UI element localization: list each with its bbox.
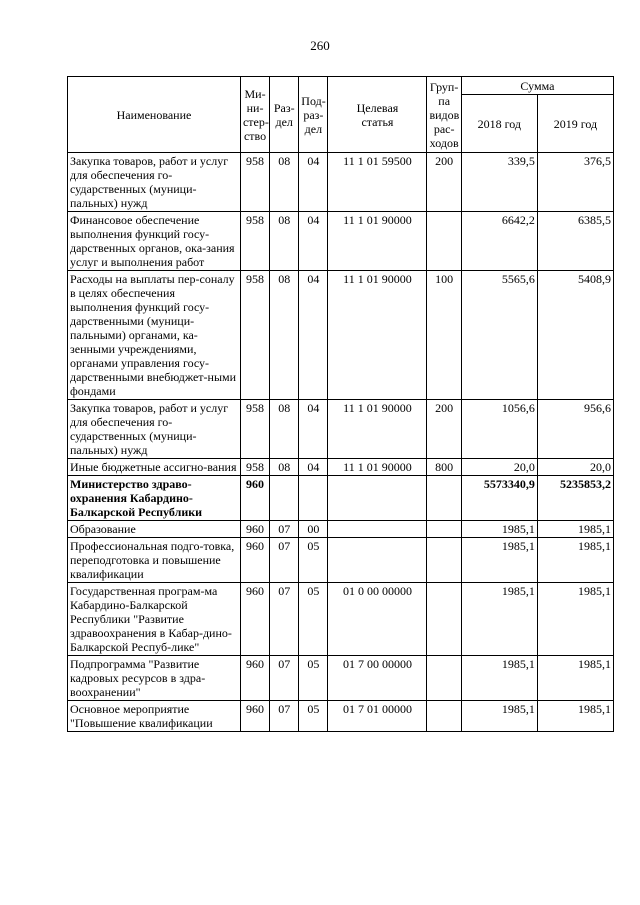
cell-subsection: 05 [299, 656, 328, 701]
header-name: Наименование [68, 77, 241, 153]
cell-sum-2019: 5235853,2 [537, 476, 613, 521]
cell-section: 08 [270, 271, 299, 400]
cell-sum-2018: 5573340,9 [461, 476, 537, 521]
cell-section [270, 476, 299, 521]
header-section: Раз- дел [270, 77, 299, 153]
header-target-article: Целевая статья [328, 77, 427, 153]
cell-ministry: 960 [240, 521, 269, 538]
cell-ministry: 960 [240, 476, 269, 521]
cell-section: 07 [270, 583, 299, 656]
cell-expense-group [427, 583, 461, 656]
cell-sum-2018: 1985,1 [461, 521, 537, 538]
cell-sum-2018: 1985,1 [461, 538, 537, 583]
cell-sum-2019: 1985,1 [537, 701, 613, 732]
header-subsection: Под- раз- дел [299, 77, 328, 153]
cell-expense-group [427, 538, 461, 583]
cell-name: Финансовое обеспечение выполнения функций госу-дарственных органов, ока-зания услуг и выполнения работ [68, 212, 241, 271]
header-sum: Сумма [461, 77, 613, 95]
cell-ministry: 960 [240, 538, 269, 583]
table-body [68, 153, 614, 732]
cell-expense-group: 200 [427, 153, 461, 212]
cell-target-article: 01 7 01 00000 [328, 701, 427, 732]
cell-subsection [299, 476, 328, 521]
cell-name: Расходы на выплаты пер-соналу в целях обеспечения выполнения функций госу-дарственными (муници-пальными) органами, ка-зенными учреждениями, органами управления госу-дарственными внебюджет-ными фондами [68, 271, 241, 400]
cell-sum-2019: 1985,1 [537, 656, 613, 701]
table-row [68, 538, 614, 583]
cell-subsection: 00 [299, 521, 328, 538]
cell-target-article [328, 538, 427, 583]
cell-section: 07 [270, 538, 299, 583]
cell-subsection: 04 [299, 459, 328, 476]
cell-sum-2018: 1985,1 [461, 583, 537, 656]
cell-sum-2019: 956,6 [537, 400, 613, 459]
header-expense-group: Груп- па видов рас- ходов [427, 77, 461, 153]
cell-section: 07 [270, 656, 299, 701]
cell-sum-2018: 6642,2 [461, 212, 537, 271]
cell-ministry: 958 [240, 212, 269, 271]
table-row [68, 476, 614, 521]
table-row [68, 212, 614, 271]
cell-target-article [328, 476, 427, 521]
table-row [68, 701, 614, 732]
cell-sum-2019: 5408,9 [537, 271, 613, 400]
cell-sum-2018: 5565,6 [461, 271, 537, 400]
cell-subsection: 05 [299, 701, 328, 732]
cell-subsection: 04 [299, 153, 328, 212]
cell-sum-2019: 20,0 [537, 459, 613, 476]
cell-name: Закупка товаров, работ и услуг для обеспечения го-сударственных (муници-пальных) нужд [68, 153, 241, 212]
cell-ministry: 958 [240, 153, 269, 212]
cell-sum-2019: 6385,5 [537, 212, 613, 271]
cell-name: Иные бюджетные ассигно-вания [68, 459, 241, 476]
cell-sum-2019: 1985,1 [537, 583, 613, 656]
cell-name: Профессиональная подго-товка, переподготовка и повышение квалификации [68, 538, 241, 583]
cell-section: 08 [270, 459, 299, 476]
cell-ministry: 960 [240, 583, 269, 656]
cell-target-article: 11 1 01 90000 [328, 459, 427, 476]
cell-section: 08 [270, 212, 299, 271]
cell-expense-group: 200 [427, 400, 461, 459]
cell-sum-2019: 376,5 [537, 153, 613, 212]
cell-target-article: 11 1 01 90000 [328, 271, 427, 400]
cell-sum-2019: 1985,1 [537, 538, 613, 583]
cell-name: Основное мероприятие "Повышение квалификации [68, 701, 241, 732]
cell-target-article: 11 1 01 59500 [328, 153, 427, 212]
cell-subsection: 04 [299, 400, 328, 459]
cell-sum-2018: 339,5 [461, 153, 537, 212]
cell-expense-group [427, 656, 461, 701]
cell-subsection: 04 [299, 212, 328, 271]
cell-ministry: 960 [240, 656, 269, 701]
cell-section: 07 [270, 701, 299, 732]
cell-name: Образование [68, 521, 241, 538]
table-header [68, 77, 614, 153]
table-row [68, 400, 614, 459]
table-row [68, 459, 614, 476]
table-row [68, 521, 614, 538]
table-row [68, 153, 614, 212]
cell-expense-group [427, 212, 461, 271]
cell-expense-group: 100 [427, 271, 461, 400]
cell-name: Закупка товаров, работ и услуг для обеспечения го-сударственных (муници-пальных) нужд [68, 400, 241, 459]
cell-target-article: 11 1 01 90000 [328, 400, 427, 459]
cell-expense-group [427, 476, 461, 521]
cell-subsection: 05 [299, 583, 328, 656]
header-year-2019: 2019 год [537, 95, 613, 153]
cell-subsection: 05 [299, 538, 328, 583]
cell-section: 08 [270, 400, 299, 459]
cell-section: 08 [270, 153, 299, 212]
page-number: 260 [310, 38, 330, 53]
cell-name: Государственная програм-ма Кабардино-Балкарской Республики "Развитие здравоохранения в Кабар-дино-Балкарской Респуб-лике" [68, 583, 241, 656]
cell-subsection: 04 [299, 271, 328, 400]
cell-ministry: 958 [240, 400, 269, 459]
cell-sum-2018: 1056,6 [461, 400, 537, 459]
cell-target-article: 11 1 01 90000 [328, 212, 427, 271]
cell-section: 07 [270, 521, 299, 538]
cell-sum-2018: 1985,1 [461, 701, 537, 732]
header-ministry: Ми- ни- стер- ство [240, 77, 269, 153]
cell-expense-group [427, 701, 461, 732]
cell-target-article [328, 521, 427, 538]
cell-name: Подпрограмма "Развитие кадровых ресурсов в здра-воохранении" [68, 656, 241, 701]
cell-expense-group: 800 [427, 459, 461, 476]
table-row [68, 583, 614, 656]
cell-ministry: 960 [240, 701, 269, 732]
cell-sum-2018: 1985,1 [461, 656, 537, 701]
cell-sum-2018: 20,0 [461, 459, 537, 476]
cell-sum-2019: 1985,1 [537, 521, 613, 538]
cell-ministry: 958 [240, 271, 269, 400]
cell-name: Министерство здраво-охранения Кабардино-Балкарской Республики [68, 476, 241, 521]
cell-ministry: 958 [240, 459, 269, 476]
budget-table [67, 76, 614, 732]
cell-target-article: 01 7 00 00000 [328, 656, 427, 701]
cell-target-article: 01 0 00 00000 [328, 583, 427, 656]
cell-expense-group [427, 521, 461, 538]
table-row [68, 271, 614, 400]
table-row [68, 656, 614, 701]
header-year-2018: 2018 год [461, 95, 537, 153]
